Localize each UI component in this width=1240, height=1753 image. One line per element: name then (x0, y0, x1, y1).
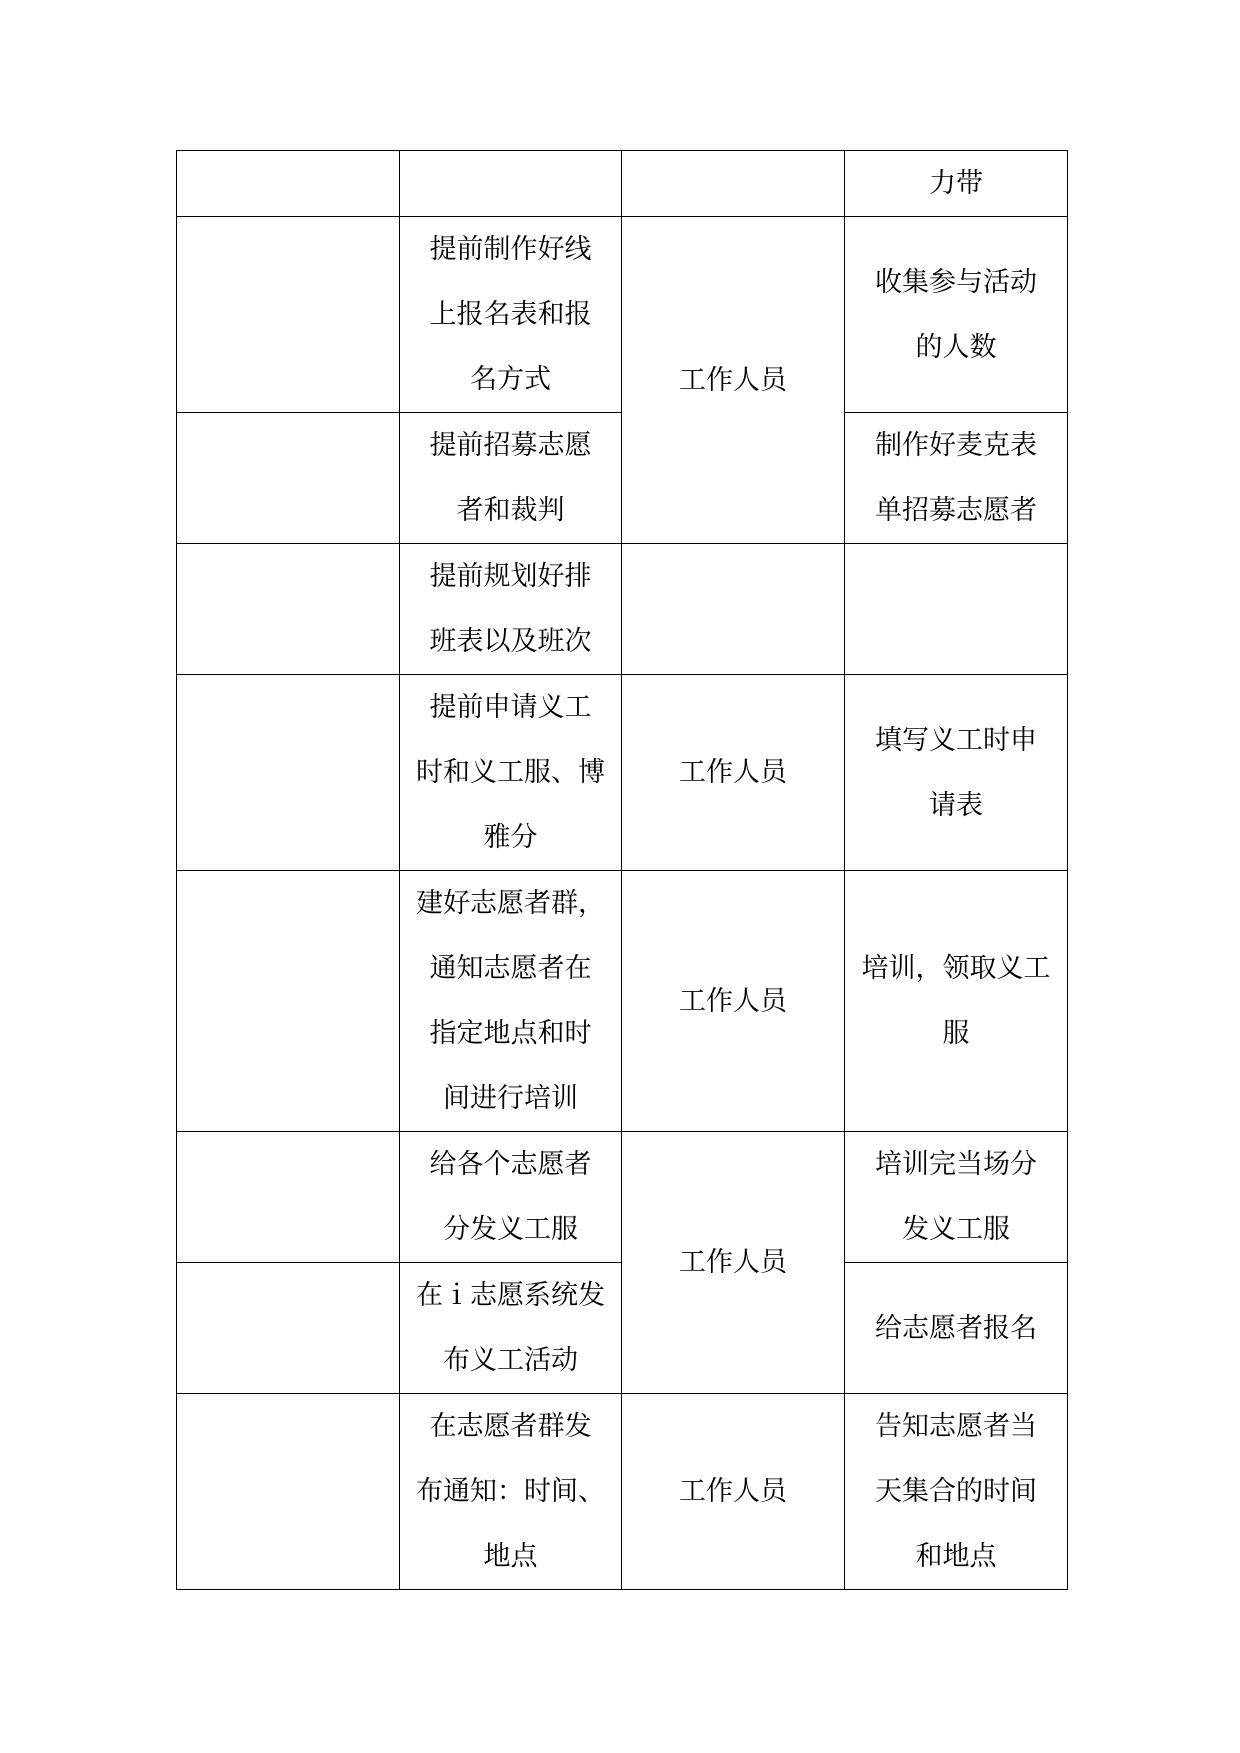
task-cell (177, 1132, 400, 1263)
task-cell (177, 413, 400, 544)
owner-cell (622, 151, 845, 217)
table-row (177, 871, 1068, 1132)
content-cell: 在ｉ志愿系统发 布义工活动 (400, 1263, 622, 1394)
note-cell: 制作好麦克表 单招募志愿者 (845, 413, 1068, 544)
note-cell: 告知志愿者当 天集合的时间 和地点 (845, 1394, 1068, 1590)
owner-cell: 工作人员 (622, 871, 845, 1132)
content-cell: 建好志愿者群， 通知志愿者在 指定地点和时 间进行培训 (400, 871, 622, 1132)
table-row (177, 1394, 1068, 1590)
owner-cell: 工作人员 (622, 1394, 845, 1590)
table-row (177, 544, 1068, 675)
owner-cell: 工作人员 (622, 675, 845, 871)
owner-cell: 工作人员 (622, 217, 845, 544)
owner-cell: 工作人员 (622, 1132, 845, 1394)
table-row (177, 1132, 1068, 1263)
table-row (177, 675, 1068, 871)
note-cell (845, 544, 1068, 675)
table-row (177, 217, 1068, 413)
task-cell (177, 217, 400, 413)
schedule-table (176, 150, 1068, 1590)
note-cell: 给志愿者报名 (845, 1263, 1068, 1394)
note-cell: 收集参与活动 的人数 (845, 217, 1068, 413)
task-cell (177, 1394, 400, 1590)
content-cell (400, 151, 622, 217)
task-cell (177, 544, 400, 675)
content-cell: 在志愿者群发 布通知：时间、 地点 (400, 1394, 622, 1590)
table-row (177, 151, 1068, 217)
content-cell: 提前申请义工 时和义工服、博 雅分 (400, 675, 622, 871)
content-cell: 提前规划好排 班表以及班次 (400, 544, 622, 675)
owner-cell (622, 544, 845, 675)
task-cell (177, 151, 400, 217)
note-cell: 培训，领取义工 服 (845, 871, 1068, 1132)
note-cell: 培训完当场分 发义工服 (845, 1132, 1068, 1263)
note-cell: 力带 (845, 151, 1068, 217)
note-cell: 填写义工时申 请表 (845, 675, 1068, 871)
task-cell (177, 871, 400, 1132)
content-cell: 提前制作好线 上报名表和报 名方式 (400, 217, 622, 413)
task-cell (177, 675, 400, 871)
content-cell: 提前招募志愿 者和裁判 (400, 413, 622, 544)
task-cell (177, 1263, 400, 1394)
content-cell: 给各个志愿者 分发义工服 (400, 1132, 622, 1263)
